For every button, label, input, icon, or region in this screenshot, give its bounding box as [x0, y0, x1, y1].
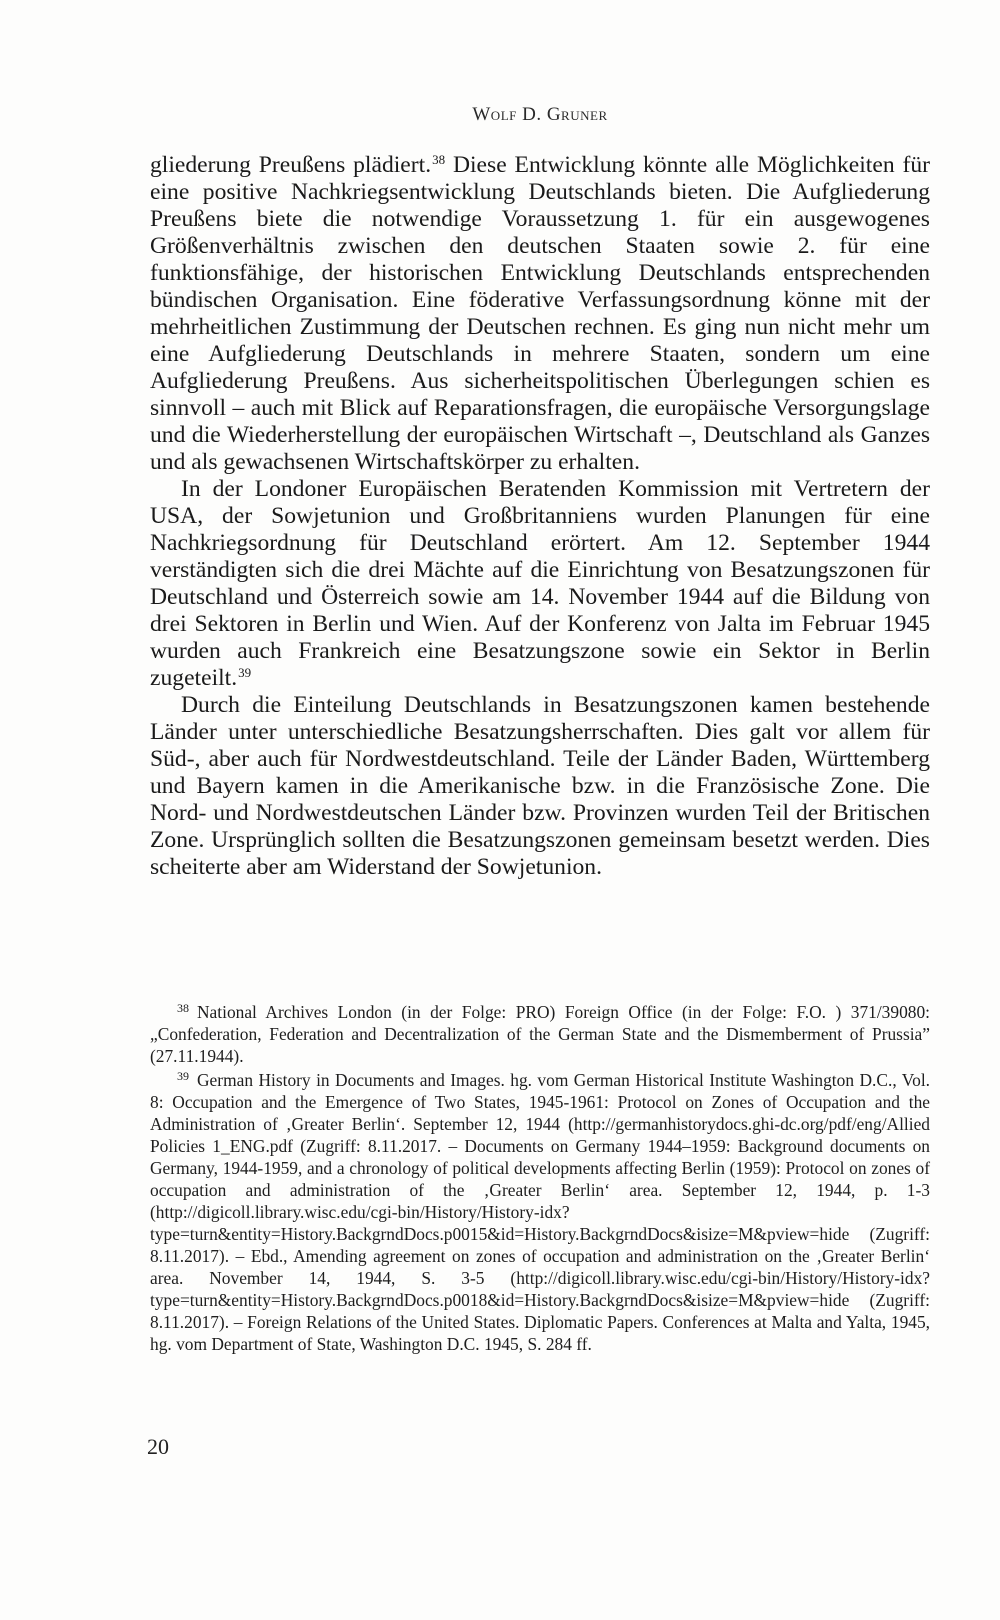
footnote-number: 38: [177, 1001, 189, 1015]
paragraph-2: [150, 476, 930, 692]
page-number: 20: [147, 1434, 169, 1459]
paragraph-1: [150, 152, 930, 476]
footnote-text: National Archives London (in der Folge: PRO) Foreign Office (in der Folge: F.O. ) 371/39080: „Confederation, Federation and Decentralization of the German State and the Dismemberment of Prussia” (27.11.1944).: [150, 1002, 930, 1066]
paragraph-3: [150, 692, 930, 881]
footnotes: [150, 1001, 930, 1357]
paragraph-1-text-b: Diese Entwicklung könnte alle Möglichkeiten für eine positive Nachkriegsentwicklung Deutschlands bieten. Die Aufgliederung Preußens biete die notwendige Voraussetzung 1. für ein ausgewogenes Größenverhältnis zwischen den deutschen Staaten sowie 2. für eine funktionsfähige, der historischen Entwicklung Deutschlands entsprechenden bündischen Organisation. Eine föderative Verfassungsordnung könne mit der mehrheitlichen Zustimmung der Deutschen rechnen. Es ging nun nicht mehr um eine Aufgliederung Deutschlands in mehrere Staaten, sondern um eine Aufgliederung Preußens. Aus sicherheitspolitischen Überlegungen schien es sinnvoll – auch mit Blick auf Reparationsfragen, die europäische Versorgungslage und die Wiederherstellung der europäischen Wirtschaft –, Deutschland als Ganzes und als gewachsenen Wirtschaftskörper zu erhalten.: [150, 152, 930, 475]
footnote-38: [150, 1001, 930, 1067]
footnote-39: [150, 1069, 930, 1355]
paragraph-2-text: In der Londoner Europäischen Beratenden Kommission mit Vertretern der USA, der Sowjetunion und Großbritanniens wurden Planungen für eine Nachkriegsordnung für Deutschland erörtert. Am 12. September 1944 verständigten sich die drei Mächte auf die Einrichtung von Besatzungszonen für Deutschland und Österreich sowie am 14. November 1944 auf die Bildung von drei Sektoren in Berlin und Wien. Auf der Konferenz von Jalta im Februar 1945 wurden auch Frankreich eine Besatzungszone sowie ein Sektor in Berlin zugeteilt.: [150, 476, 930, 691]
footnote-number: 39: [177, 1069, 189, 1083]
footnote-ref-38: 38: [432, 152, 446, 167]
paragraph-1-text-a: gliederung Preußens plädiert.: [150, 152, 432, 178]
main-text: [150, 152, 930, 881]
paragraph-3-text: Durch die Einteilung Deutschlands in Besatzungszonen kamen bestehende Länder unter unterschiedliche Besatzungsherrschaften. Dies galt vor allem für Süd-, aber auch für Nordwestdeutschland. Teile der Länder Baden, Württemberg und Bayern kamen in die Amerikanische bzw. in die Französische Zone. Die Nord- und Nordwestdeutschen Länder bzw. Provinzen wurden Teil der Britischen Zone. Ursprünglich sollten die Besatzungszonen gemeinsam besetzt werden. Dies scheiterte aber am Widerstand der Sowjetunion.: [150, 692, 930, 880]
footnote-text: German History in Documents and Images. hg. vom German Historical Institute Washington D.C., Vol. 8: Occupation and the Emergence of Two States, 1945-1961: Protocol on Zones of Occupation and the Administration of ‚Greater Berlin‘. September 12, 1944 (http://germanhistorydocs.ghi-dc.org/pdf/eng/Allied Policies 1_ENG.pdf (Zugriff: 8.11.2017. – Documents on Germany 1944–1959: Background documents on Germany, 1944-1959, and a chronology of political developments affecting Berlin (1959): Protocol on zones of occupation and administration of the ‚Greater Berlin‘ area. September 12, 1944, p. 1-3 (http://digicoll.library.wisc.edu/cgi-bin/History/History-idx?type=turn&entity=History.BackgrndDocs.p0015&id=History.BackgrndDocs&isize=M&pview=hide (Zugriff: 8.11.2017). – Ebd., Amending agreement on zones of occupation and administration on the ‚Greater Berlin‘ area. November 14, 1944, S. 3-5 (http://digicoll.library.wisc.edu/cgi-bin/History/History-idx?type=turn&entity=History.BackgrndDocs.p0018&id=History.BackgrndDocs&isize=M&pview=hide (Zugriff: 8.11.2017). – Foreign Relations of the United States. Diplomatic Papers. Conferences at Malta and Yalta, 1945, hg. vom Department of State, Washington D.C. 1945, S. 284 ff.: [150, 1070, 930, 1354]
footnote-ref-39: 39: [238, 665, 252, 680]
running-head: Wolf D. Gruner: [472, 104, 608, 125]
